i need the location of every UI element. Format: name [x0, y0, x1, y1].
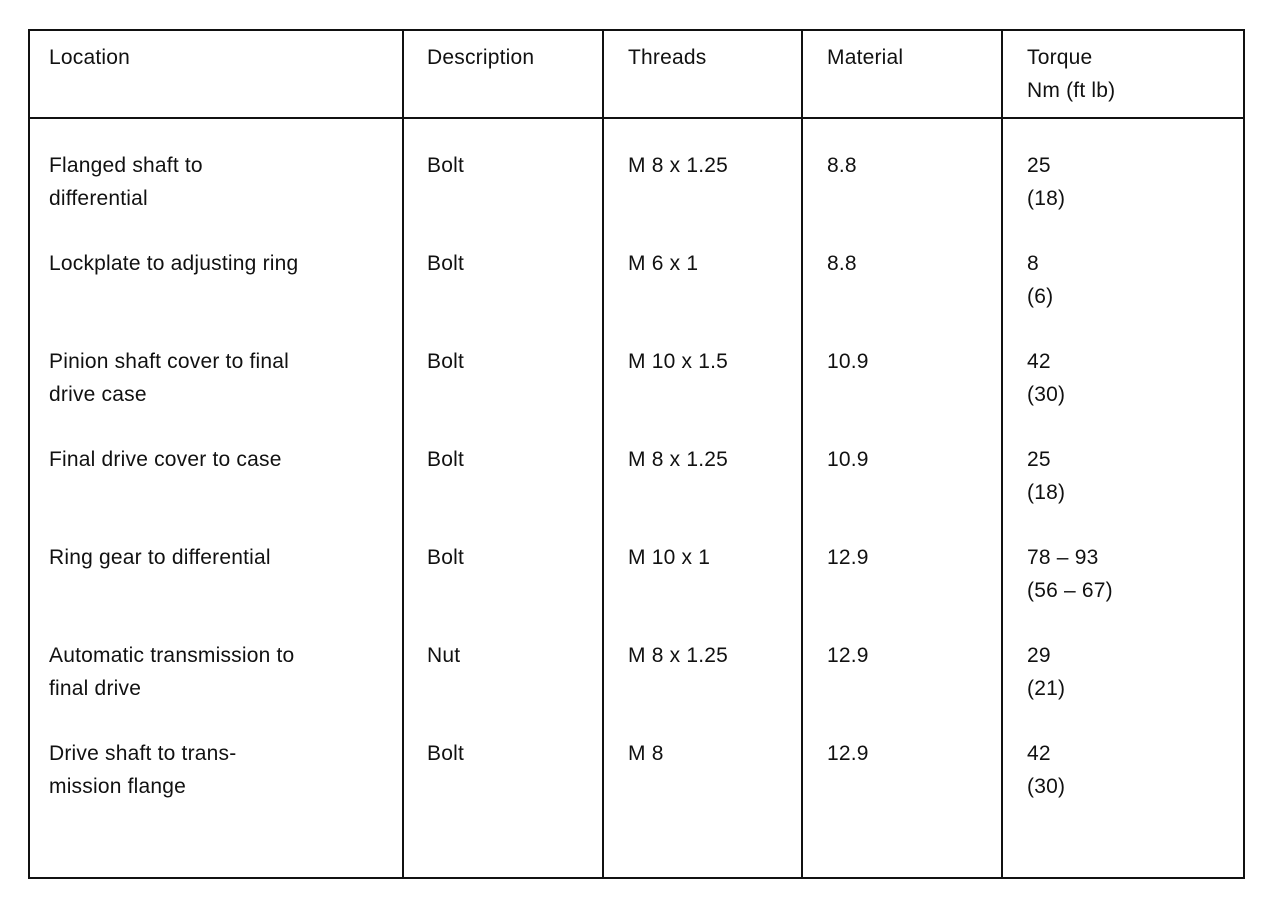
- cell-threads: M 8 x 1.25: [628, 644, 729, 667]
- cell-material: 10.9: [827, 350, 869, 373]
- cell-location: Automatic transmission to final drive: [49, 644, 295, 700]
- header-threads: Threads: [628, 46, 707, 69]
- cell-material: 12.9: [827, 546, 869, 569]
- cell-torque: 42 (30): [1027, 350, 1066, 406]
- cell-torque: 42 (30): [1027, 742, 1066, 798]
- cell-threads: M 8 x 1.25: [628, 154, 729, 177]
- cell-description: Bolt: [427, 448, 464, 471]
- cell-threads: M 6 x 1: [628, 252, 699, 275]
- cell-threads: M 10 x 1.5: [628, 350, 729, 373]
- cell-location: Final drive cover to case: [49, 448, 282, 471]
- cell-threads: M 8: [628, 742, 664, 765]
- cell-threads: M 10 x 1: [628, 546, 711, 569]
- cell-material: 12.9: [827, 742, 869, 765]
- cell-location: Ring gear to differential: [49, 546, 271, 569]
- cell-description: Nut: [427, 644, 461, 667]
- column-divider-threads: [602, 31, 604, 877]
- column-divider-description: [402, 31, 404, 877]
- cell-description: Bolt: [427, 350, 464, 373]
- cell-torque: 78 – 93 (56 – 67): [1027, 546, 1113, 602]
- header-torque: Torque Nm (ft lb): [1027, 46, 1116, 102]
- header-material: Material: [827, 46, 904, 69]
- cell-material: 12.9: [827, 644, 869, 667]
- cell-torque: 25 (18): [1027, 154, 1066, 210]
- cell-description: Bolt: [427, 546, 464, 569]
- cell-description: Bolt: [427, 252, 464, 275]
- cell-material: 10.9: [827, 448, 869, 471]
- cell-torque: 29 (21): [1027, 644, 1066, 700]
- cell-torque: 8 (6): [1027, 252, 1054, 308]
- cell-location: Drive shaft to trans- mission flange: [49, 742, 237, 798]
- header-divider: [30, 117, 1243, 119]
- cell-material: 8.8: [827, 252, 857, 275]
- cell-description: Bolt: [427, 154, 464, 177]
- column-divider-torque: [1001, 31, 1003, 877]
- cell-description: Bolt: [427, 742, 464, 765]
- cell-location: Flanged shaft to differential: [49, 154, 203, 210]
- cell-material: 8.8: [827, 154, 857, 177]
- cell-location: Lockplate to adjusting ring: [49, 252, 299, 275]
- header-location: Location: [49, 46, 130, 69]
- cell-location: Pinion shaft cover to final drive case: [49, 350, 290, 406]
- torque-specification-table: [28, 29, 1245, 879]
- cell-torque: 25 (18): [1027, 448, 1066, 504]
- column-divider-material: [801, 31, 803, 877]
- cell-threads: M 8 x 1.25: [628, 448, 729, 471]
- header-description: Description: [427, 46, 535, 69]
